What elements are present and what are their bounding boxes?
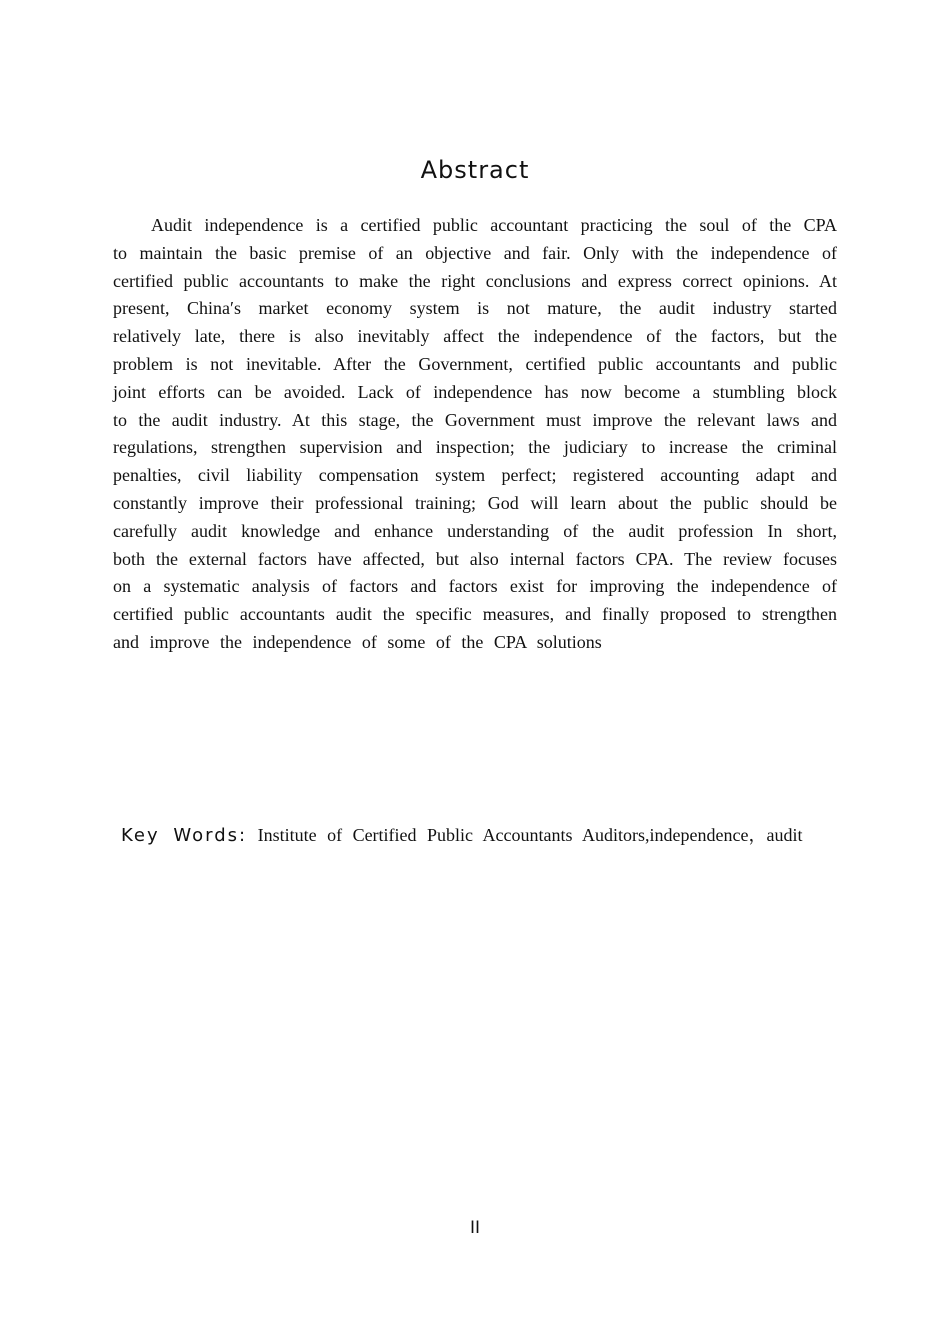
page-title: Abstract <box>420 156 530 184</box>
page-number: II <box>469 1218 481 1238</box>
keywords-paragraph <box>113 822 837 850</box>
abstract-body: Audit independence is a certified public accountant practicing the soul of the CPA to maintain the basic premise of an objective and fair. Only with the independence of certified public accountants to make the right conclusions and express correct opinions. At present, China′s market economy system is not mature, the audit industry started relatively late, there is also inevitably affect the independence of the factors, but the problem is not inevitable. After the Government, certified public accountants and public joint efforts can be avoided. Lack of independence has now become a stumbling block to the audit industry. At this stage, the Government must improve the relevant laws and regulations, strengthen supervision and inspection; the judiciary to increase the criminal penalties, civil liability compensation system perfect; registered accounting adapt and constantly improve their professional training; God will learn about the public should be carefully audit knowledge and enhance understanding of the audit profession In short, both the external factors have affected, but also internal factors CPA. The review focuses on a systematic analysis of factors and factors exist for improving the independence of certified public accountants audit the specific measures, and finally proposed to strengthen and improve the independence of some of the CPA solutions <box>113 215 837 652</box>
keywords-label: Key Words: <box>121 825 248 846</box>
keywords-text: Institute of Certified Public Accountants Auditors,independence，audit <box>257 825 803 845</box>
